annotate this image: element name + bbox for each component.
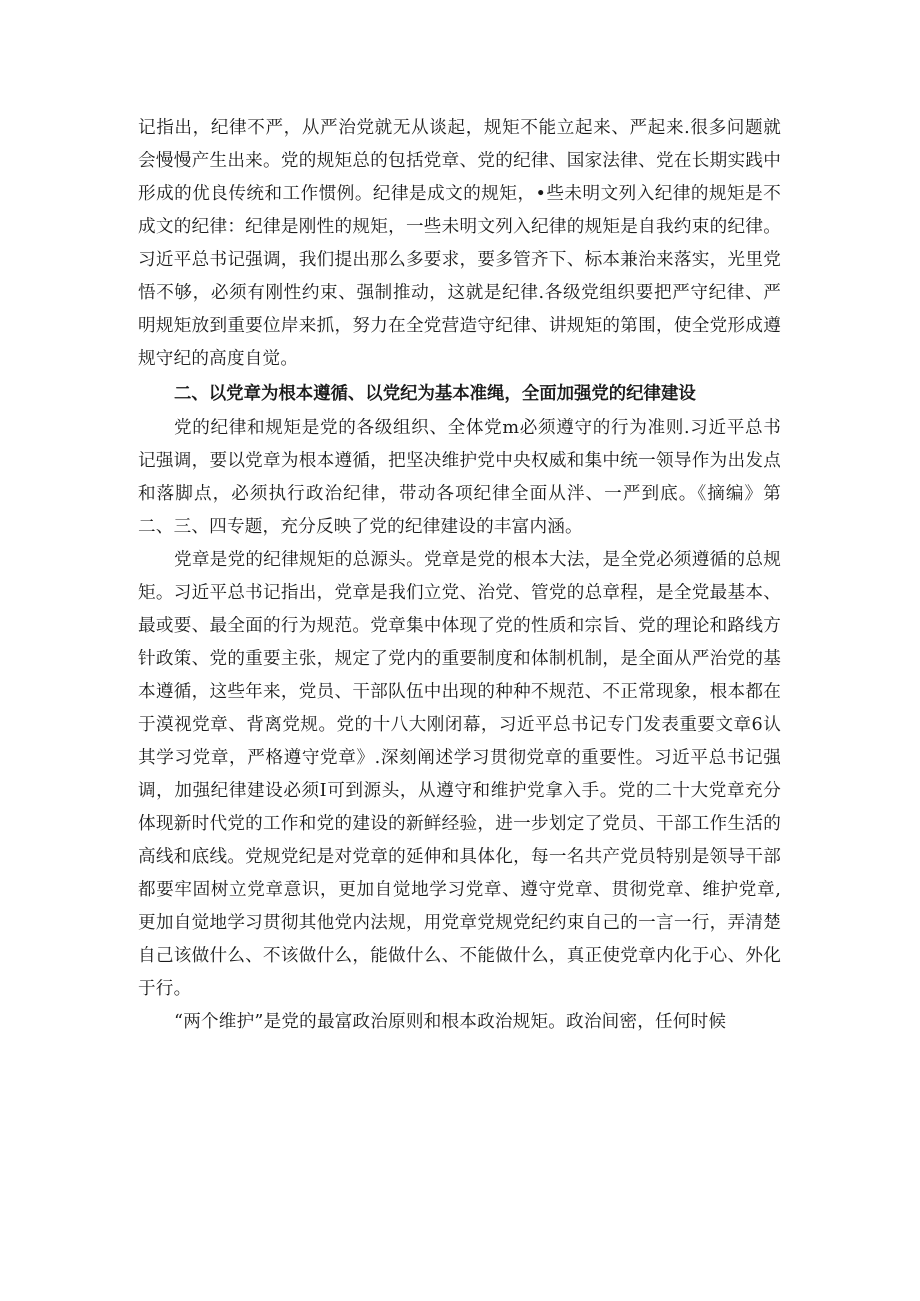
body-paragraph-4: “两个维护”是党的最富政治原则和根本政治规矩。政治间密，任何时候 (174, 1012, 727, 1032)
section-heading: 二、以党章为根本遵循、以党纪为基本准绳，全面加强党的纪律建设 (174, 384, 696, 404)
body-paragraph-1: 记指出，纪律不严，从严治党就无从谈起，规矩不能立起来、严起来.很多问题就会慢慢产生出来。党的规矩总的包括党章、党的纪律、国家法律、党在长期实践中形成的优良传统和工作惯例。纪律是成文的规矩，•些未明文列入纪律的规矩是不成文的纪律：纪律是刚性的规矩，一些未明文列入纪律的规矩是自我约束的纪律。习近平总书记强调，我们提出那么多要求，要多管齐下、标本兼治来落实，光里党悟不够，必须有刚性约束、强制推动，这就是纪律.各级党组织要把严守纪律、严明规矩放到重要位岸来抓，努力在全党营造守纪律、讲规矩的第围，使全党形成遵规守纪的高度自觉。 (138, 118, 781, 369)
body-paragraph-3: 党章是党的纪律规矩的总源头。党章是党的根本大法，是全党必须遵循的总规矩。习近平总书记指出，党章是我们立党、治党、管党的总章程，是全党最基本、最或要、最全面的行为规范。党章集中体现了党的性质和宗旨、党的理论和路线方针政策、党的重要主张，规定了党内的重要制度和体制机制，是全面从严治党的基本遵循，这些年来，党员、干部队伍中出现的种种不规范、不正常现象，根本都在于漠视党章、背离党规。党的十八大刚闭幕，习近平总书记专门发表重要文章6认其学习党章，严格遵守党章》.深刻阐述学习贯彻党章的重要性。习近平总书记强调，加强纪律建设必须I可到源头，从遵守和维护党拿入手。党的二十大党章充分体现新时代党的工作和党的建设的新鲜经验，进一步划定了党员、干部工作生活的高线和底线。党规党纪是对党章的延伸和具体化，每一名共产党员特别是领导干部都要牢固树立党章意识，更加自觉地学习党章、遵守党章、贯彻党章、维护党章,更加自觉地学习贯彻其他党内法规，用党章党规党纪约束自己的一言一行，弄清楚自己该做什么、不该做什么，能做什么、不能做什么，真正使党章内化于心、外化于行。 (138, 550, 781, 999)
body-paragraph-2: 党的纪律和规矩是党的各级组织、全体党m必须遵守的行为准则.习近平总书记强调，要以党章为根本遵循，把坚决维护党中央权威和集中统一领导作为出发点和落脚点，必须执行政治纪律，带动各项纪律全面从泮、一严到底。《摘编》第二、三、四专题，充分反映了党的纪律建设的丰富内涵。 (138, 418, 781, 537)
document-body (138, 112, 781, 1039)
